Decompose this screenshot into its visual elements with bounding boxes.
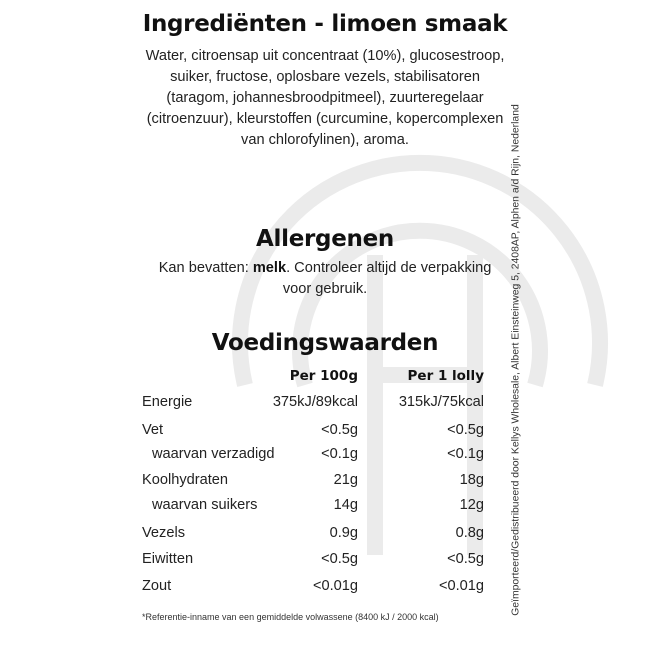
nutrition-row <box>142 394 487 414</box>
nutrition-row <box>142 422 487 442</box>
nutrient-label: Vet <box>142 422 164 438</box>
ingredients-title: Ingrediënten - limoen smaak <box>142 11 508 37</box>
ingredients-line: Water, citroensap uit concentraat (10%), glucosestroop, <box>145 48 505 64</box>
allergen-highlight: melk <box>252 260 287 276</box>
value-per-lolly: 0.8g <box>455 525 484 541</box>
nutrient-label: Eiwitten <box>142 551 194 567</box>
value-per-100g: 21g <box>333 472 358 488</box>
ingredients-line: (taragom, johannesbroodpitmeel), zuurteregelaar <box>166 90 484 106</box>
nutrient-label: Vezels <box>142 525 185 541</box>
nutrition-row <box>142 446 487 466</box>
nutrition-row <box>142 472 487 492</box>
allergens-suffix-line2: voor gebruik. <box>282 281 368 297</box>
value-per-100g: 375kJ/89kcal <box>272 394 358 410</box>
nutrient-label: waarvan verzadigd <box>152 446 275 462</box>
nutrient-label: Energie <box>142 394 193 410</box>
column-header-per-100g: Per 100g <box>289 368 358 384</box>
nutrition-row <box>142 525 487 545</box>
nutrition-title: Voedingswaarden <box>211 330 439 356</box>
value-per-lolly: <0.5g <box>447 422 484 438</box>
value-per-100g: <0.5g <box>321 551 358 567</box>
ingredients-line: suiker, fructose, oplosbare vezels, stabilisatoren <box>170 69 480 85</box>
value-per-lolly: <0.01g <box>438 578 484 594</box>
value-per-100g: <0.5g <box>321 422 358 438</box>
allergens-title: Allergenen <box>256 226 394 252</box>
nutrient-label: waarvan suikers <box>152 497 258 513</box>
value-per-lolly: <0.1g <box>447 446 484 462</box>
nutrient-label: Zout <box>142 578 172 594</box>
ingredients-text <box>125 46 525 151</box>
ingredients-line: (citroenzuur), kleurstoffen (curcumine, kopercomplexen <box>146 111 504 127</box>
logo-watermark <box>225 85 615 565</box>
reference-footnote: *Referentie-inname van een gemiddelde volwassene (8400 kJ / 2000 kcal) <box>142 612 439 622</box>
importer-info: Geïmporteerd/Gedistribueerd door Kellys Wholesale, Albert Einsteinweg 5, 2408AP, Alphen a/d Rijn, Nederland <box>510 104 522 616</box>
nutrient-label: Koolhydraten <box>142 472 229 488</box>
value-per-lolly: 18g <box>459 472 484 488</box>
value-per-lolly: 12g <box>459 497 484 513</box>
ingredients-line: van chlorofylinen), aroma. <box>241 132 409 148</box>
value-per-100g: 0.9g <box>329 525 358 541</box>
value-per-lolly: 315kJ/75kcal <box>398 394 484 410</box>
allergens-prefix: Kan bevatten: <box>158 260 253 276</box>
nutrition-row <box>142 551 487 571</box>
allergens-suffix: . Controleer altijd de verpakking <box>286 260 492 276</box>
allergens-text <box>135 258 515 300</box>
watermark-inner-arc <box>300 231 540 385</box>
column-header-per-lolly: Per 1 lolly <box>407 368 484 384</box>
value-per-100g: 14g <box>333 497 358 513</box>
nutrition-row <box>142 497 487 517</box>
value-per-lolly: <0.5g <box>447 551 484 567</box>
value-per-100g: <0.01g <box>312 578 358 594</box>
nutrition-row <box>142 578 487 598</box>
value-per-100g: <0.1g <box>321 446 358 462</box>
